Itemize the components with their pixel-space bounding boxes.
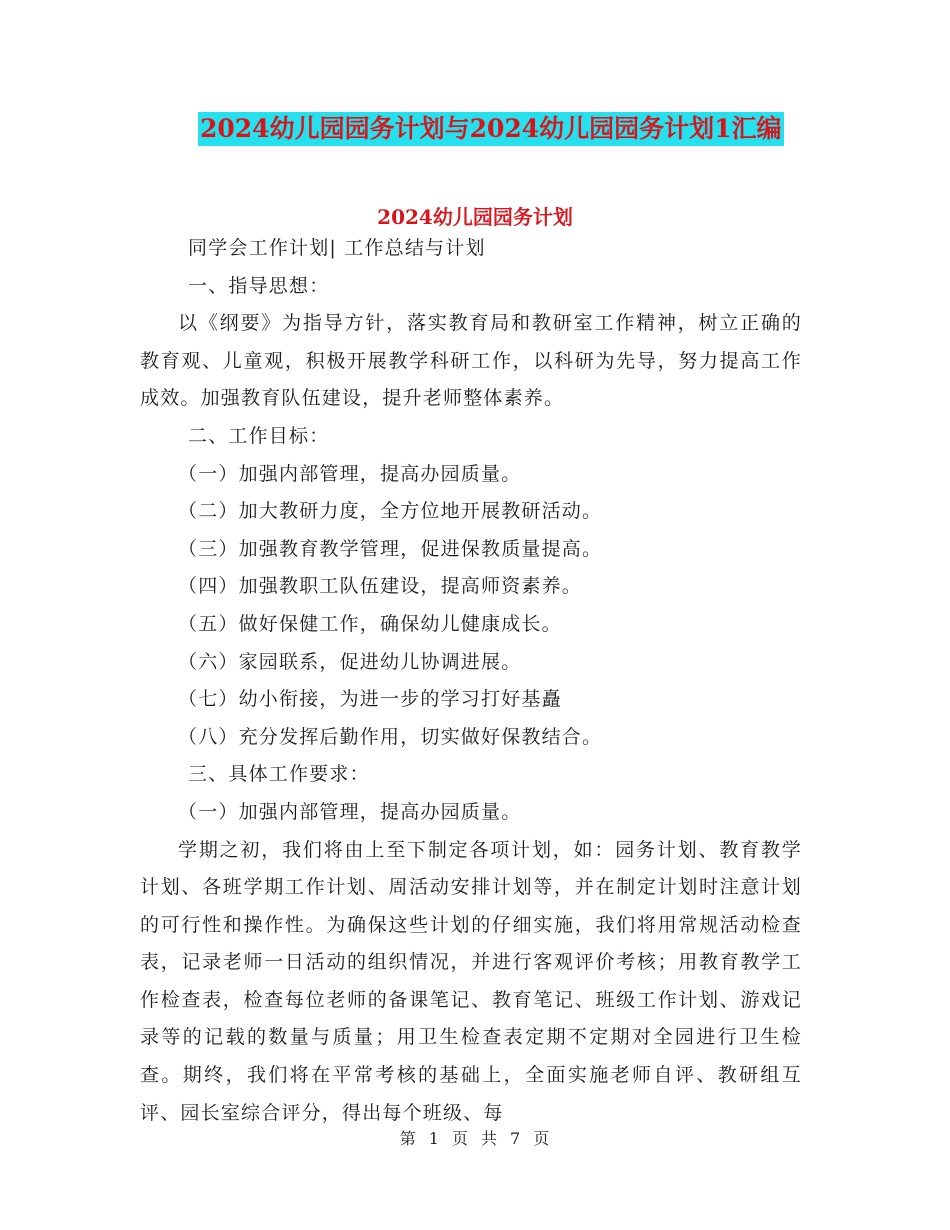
section-title: 2024幼儿园园务计划 xyxy=(377,205,573,229)
footer-suffix: 页 xyxy=(533,1129,551,1148)
goal-item-7: （七）幼小衔接，为进一步的学习打好基矗 xyxy=(178,688,562,711)
paragraph-requirements: 学期之初，我们将由上至下制定各项计划，如：园务计划、教育教学计划、各班学期工作计划、周活动安排计划等，并在制定计划时注意计划的可行性和操作性。为确保这些计划的仔细实施，我们将用常规活动检查表，记录老师一日活动的组织情况，并进行客观评价考核；用教育教学工作检查表，检查每位老师的备课笔记、教育笔记、班级工作计划、游戏记录等的记载的数量与质量；用卫生检查表定期不定期对全园进行卫生检查。期终，我们将在平常考核的基础上，全面实施老师自评、教研组互评、园长室综合评分，得出每个班级、每 xyxy=(140,838,802,1124)
page-footer xyxy=(0,1126,950,1149)
goal-item-8: （八）充分发挥后勤作用，切实做好保教结合。 xyxy=(178,725,603,748)
heading-guiding-ideas: 一、指导思想： xyxy=(188,274,330,297)
requirement-item-1: （一）加强内部管理，提高办园质量。 xyxy=(178,800,522,823)
subtitle-line: 同学会工作计划| 工作总结与计划 xyxy=(188,237,486,259)
goal-item-5: （五）做好保健工作，确保幼儿健康成长。 xyxy=(178,612,562,635)
goal-item-2: （二）加大教研力度，全方位地开展教研活动。 xyxy=(178,500,603,523)
heading-specific-requirements: 三、具体工作要求： xyxy=(188,763,370,786)
goal-item-6: （六）家园联系，促进幼儿协调进展。 xyxy=(178,650,522,673)
footer-total-pages: 7 xyxy=(510,1129,522,1148)
document-title: 2024幼儿园园务计划与2024幼儿园园务计划1汇编 xyxy=(198,112,784,146)
footer-total-word: 共 xyxy=(481,1129,499,1148)
heading-work-goals: 二、工作目标： xyxy=(188,424,330,447)
goal-item-3: （三）加强教育教学管理，促进保教质量提高。 xyxy=(178,537,603,560)
footer-prefix: 第 xyxy=(399,1129,417,1148)
goal-item-1: （一）加强内部管理，提高办园质量。 xyxy=(178,462,522,485)
footer-page-word: 页 xyxy=(451,1129,469,1148)
footer-current-page: 1 xyxy=(428,1129,440,1148)
paragraph-guiding-ideas: 以《纲要》为指导方针，落实教育局和教研室工作精神，树立正确的教育观、儿童观，积极开展教学科研工作，以科研为先导，努力提高工作成效。加强教育队伍建设，提升老师整体素养。 xyxy=(140,312,802,410)
goal-item-4: （四）加强教职工队伍建设，提高师资素养。 xyxy=(178,575,583,598)
document-body xyxy=(140,230,802,1132)
